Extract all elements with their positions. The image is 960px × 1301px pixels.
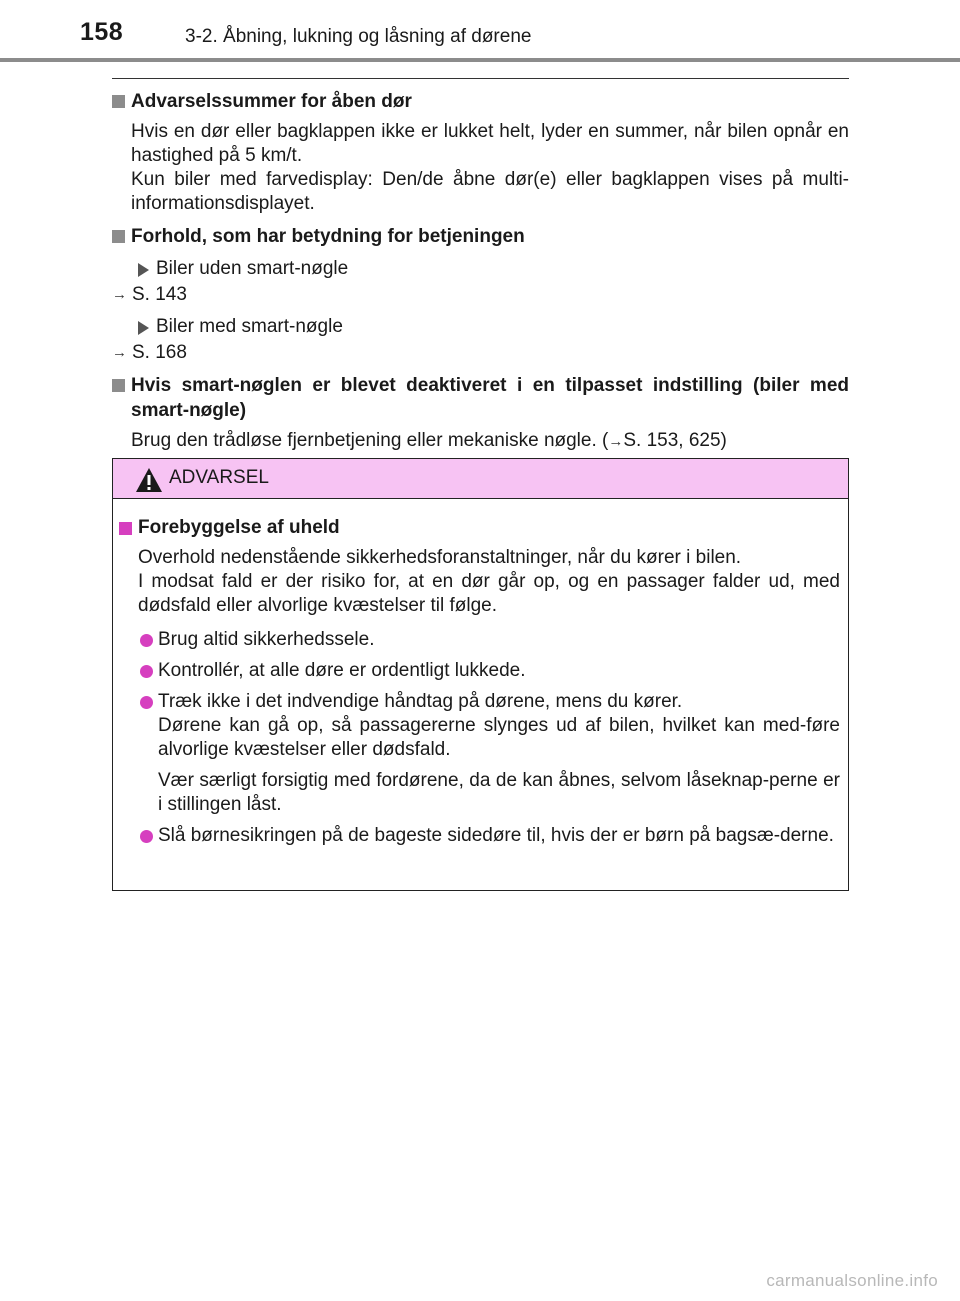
square-bullet-icon bbox=[112, 379, 125, 392]
paragraph: Overhold nedenstående sikkerhedsforanstaltninger, når du kører i bilen. bbox=[138, 547, 742, 568]
divider bbox=[112, 78, 849, 79]
list-item-text: Slå børnesikringen på de bageste sidedøre til, hvis der er børn på bagsæ-derne. bbox=[158, 825, 834, 846]
watermark: carmanualsonline.info bbox=[766, 1271, 938, 1290]
arrow-right-icon: → bbox=[608, 433, 624, 450]
section-title: Advarselssummer for åben dør bbox=[131, 91, 412, 112]
circle-bullet-icon bbox=[140, 696, 153, 709]
sub-heading-text: Biler med smart-nøgle bbox=[156, 316, 343, 337]
page-reference-text[interactable]: S. 153, 625) bbox=[623, 430, 727, 451]
page-reference-text: S. 168 bbox=[132, 342, 187, 363]
sub-heading bbox=[112, 257, 849, 281]
chapter-title: 3-2. Åbning, lukning og låsning af dørene bbox=[185, 26, 532, 47]
header-rule bbox=[0, 58, 960, 62]
paragraph: I modsat fald er der risiko for, at en dør går op, og en passager falder ud, med dødsfald eller alvorlige kvæstelser til følge. bbox=[138, 571, 840, 616]
list-item-continuation: Dørene kan gå op, så passagererne slynges ud af bilen, hvilket kan med-føre alvorlige kvæstelser eller dødsfald. bbox=[158, 715, 840, 760]
triangle-bullet-icon bbox=[138, 263, 149, 277]
section-heading bbox=[112, 224, 849, 249]
page-reference-text: S. 143 bbox=[132, 284, 187, 305]
sub-heading bbox=[112, 315, 849, 339]
circle-bullet-icon bbox=[140, 665, 153, 678]
square-bullet-icon bbox=[119, 522, 132, 535]
list-item-text: Brug altid sikkerhedssele. bbox=[158, 629, 375, 650]
arrow-right-icon: → bbox=[112, 286, 127, 303]
triangle-bullet-icon bbox=[138, 321, 149, 335]
page-number: 158 bbox=[80, 18, 124, 46]
list-item-note: Vær særligt forsigtig med fordørene, da de kan åbnes, selvom låseknap-perne er i stillingen låst. bbox=[158, 770, 840, 815]
warning-box bbox=[112, 458, 849, 891]
circle-bullet-icon bbox=[140, 830, 153, 843]
section-title: Forhold, som har betydning for betjeningen bbox=[131, 226, 525, 247]
warning-triangle-icon bbox=[135, 467, 163, 493]
circle-bullet-icon bbox=[140, 634, 153, 647]
paragraph: Hvis en dør eller bagklappen ikke er lukket helt, lyder en summer, når bilen opnår en hastighed på 5 km/t. bbox=[131, 121, 849, 166]
section-heading bbox=[112, 373, 849, 423]
page-reference[interactable] bbox=[112, 341, 849, 365]
warning-label: ADVARSEL bbox=[169, 467, 269, 488]
list-item-text: Kontrollér, at alle døre er ordentligt lukkede. bbox=[158, 660, 526, 681]
section-heading bbox=[112, 89, 849, 114]
arrow-right-icon: → bbox=[112, 344, 127, 361]
list-item bbox=[119, 824, 840, 848]
paragraph bbox=[112, 429, 849, 454]
list-item bbox=[119, 628, 840, 652]
section-title: Hvis smart-nøglen er blevet deaktiveret i en tilpasset indstilling (biler med smart-nøgle) bbox=[131, 375, 849, 421]
list-item bbox=[119, 690, 840, 714]
warning-body bbox=[113, 499, 848, 848]
sub-heading-text: Biler uden smart-nøgle bbox=[156, 258, 349, 279]
warning-header bbox=[113, 459, 848, 499]
paragraph: Kun biler med farvedisplay: Den/de åbne dør(e) eller bagklappen vises på multi-informationsdisplayet. bbox=[131, 169, 849, 214]
list-item-text: Træk ikke i det indvendige håndtag på dørene, mens du kører. bbox=[158, 691, 683, 712]
square-bullet-icon bbox=[112, 230, 125, 243]
square-bullet-icon bbox=[112, 95, 125, 108]
main-content bbox=[112, 78, 849, 454]
paragraph-text: Brug den trådløse fjernbetjening eller mekaniske nøgle. ( bbox=[131, 430, 609, 451]
page-reference[interactable] bbox=[112, 283, 849, 307]
list-item bbox=[119, 659, 840, 683]
warning-title bbox=[119, 516, 840, 540]
warning-title-text: Forebyggelse af uheld bbox=[138, 517, 340, 538]
